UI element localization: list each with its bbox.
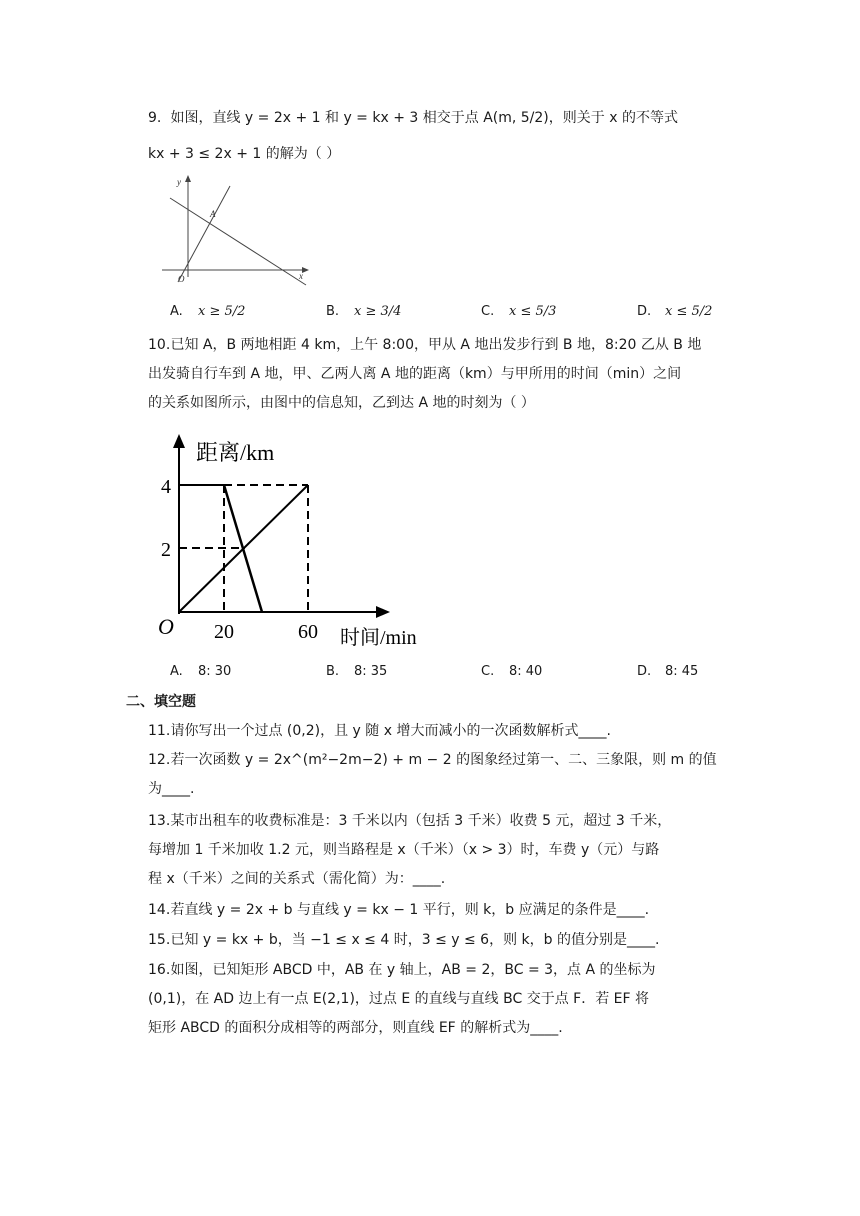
question-text: 已知 A，B 两地相距 4 km，上午 8:00，甲从 A 地出发步行到 B 地，8:20 乙从 B 地: [170, 337, 702, 353]
question-number: 10.: [148, 337, 171, 353]
x-axis-arrow: [376, 606, 390, 618]
question-number: 13.: [148, 813, 171, 829]
question-text-line2: 出发骑自行车到 A 地，甲、乙两人离 A 地的距离（km）与甲所用的时间（min）之间: [148, 366, 682, 382]
question-10: [148, 331, 733, 418]
option-value: 8: 35: [354, 664, 388, 679]
question-15: [148, 926, 733, 955]
line-yi: [224, 485, 262, 612]
y-tick-4: 4: [161, 476, 171, 498]
question-16: [148, 956, 733, 1043]
option-label: C.: [481, 304, 495, 319]
x-axis-label: x: [299, 271, 303, 281]
question-text: 若一次函数 y = 2x^(m²−2m−2) + m − 2 的图象经过第一、二、三象限，则 m 的值: [170, 752, 717, 768]
question-number: 9.: [148, 110, 162, 126]
question-number: 16.: [148, 962, 171, 978]
question-13: [148, 807, 733, 894]
question-text-line2: kx + 3 ≤ 2x + 1 的解为（ ）: [148, 146, 341, 162]
option-label: B.: [326, 664, 340, 679]
y-axis-arrow: [185, 175, 191, 182]
question-number: 12.: [148, 752, 171, 768]
q10-option-c[interactable]: [481, 664, 542, 679]
question-text-line2: 每增加 1 千米加收 1.2 元，则当路程是 x（千米）（x > 3）时，车费 y（元）与路: [148, 842, 660, 858]
origin-label: O: [178, 274, 185, 284]
q9-option-b[interactable]: [326, 304, 401, 319]
intersection-label: A: [210, 209, 216, 219]
question-text: 如图，已知矩形 ABCD 中，AB 在 y 轴上，AB = 2，BC = 3，点 A 的坐标为: [170, 962, 656, 978]
x-axis-arrow: [302, 267, 309, 273]
question-text-line2: 为____.: [148, 781, 195, 797]
y-tick-2: 2: [161, 539, 171, 561]
y-axis-arrow: [173, 434, 185, 448]
question-text: 如图，直线 y = 2x + 1 和 y = kx + 3 相交于点 A(m, 5/2)，则关于 x 的不等式: [170, 110, 678, 126]
q9-option-d[interactable]: [637, 304, 712, 319]
line-kx-plus-3: [170, 198, 306, 285]
question-number: 15.: [148, 932, 171, 948]
x-axis-label: 时间/min: [340, 627, 417, 649]
option-value: x ≥ 3/4: [354, 304, 402, 319]
option-value: x ≤ 5/2: [665, 304, 713, 319]
question-text-line2: (0,1)，在 AD 边上有一点 E(2,1)，过点 E 的直线与直线 BC 交于点 F．若 EF 将: [148, 991, 650, 1007]
question-text: 某市出租车的收费标准是：3 千米以内（包括 3 千米）收费 5 元，超过 3 千米，: [170, 813, 672, 829]
q9-line-figure: [158, 172, 314, 286]
q9-option-a[interactable]: [170, 304, 245, 319]
section-title: 二、填空题: [126, 694, 196, 710]
y-axis-label: 距离/km: [196, 440, 275, 465]
question-12: [148, 746, 733, 804]
q9-option-c[interactable]: [481, 304, 556, 319]
q10-option-d[interactable]: [637, 664, 698, 679]
option-label: B.: [326, 304, 340, 319]
question-11: [148, 717, 733, 746]
option-value: 8: 30: [198, 664, 232, 679]
option-label: A.: [170, 304, 183, 319]
option-value: x ≤ 5/3: [509, 304, 557, 319]
x-tick-20: 20: [214, 621, 234, 643]
question-text: 请你写出一个过点 (0,2)，且 y 随 x 增大而减小的一次函数解析式____.: [170, 723, 611, 739]
origin-label: O: [158, 614, 174, 639]
option-value: x ≥ 5/2: [198, 304, 246, 319]
line-2x-plus-1: [178, 186, 230, 282]
option-label: A.: [170, 664, 183, 679]
option-value: 8: 40: [509, 664, 543, 679]
question-text: 已知 y = kx + b，当 −1 ≤ x ≤ 4 时，3 ≤ y ≤ 6，则 k，b 的值分别是____.: [170, 932, 660, 948]
question-9: [148, 104, 733, 169]
q10-distance-time-graph: [148, 430, 438, 652]
x-tick-60: 60: [298, 621, 318, 643]
question-number: 14.: [148, 902, 171, 918]
q10-option-b[interactable]: [326, 664, 387, 679]
question-text-line3: 矩形 ABCD 的面积分成相等的两部分，则直线 EF 的解析式为____.: [148, 1020, 563, 1036]
option-value: 8: 45: [665, 664, 699, 679]
question-text-line3: 程 x（千米）之间的关系式（需化简）为：____.: [148, 871, 446, 887]
q10-option-a[interactable]: [170, 664, 231, 679]
option-label: D.: [637, 304, 652, 319]
y-axis-label: y: [177, 177, 181, 187]
option-label: D.: [637, 664, 652, 679]
question-text-line3: 的关系如图所示，由图中的信息知，乙到达 A 地的时刻为（ ）: [148, 395, 535, 411]
question-number: 11.: [148, 723, 171, 739]
question-14: [148, 896, 733, 925]
question-text: 若直线 y = 2x + b 与直线 y = kx − 1 平行，则 k，b 应满足的条件是____.: [170, 902, 650, 918]
option-label: C.: [481, 664, 495, 679]
